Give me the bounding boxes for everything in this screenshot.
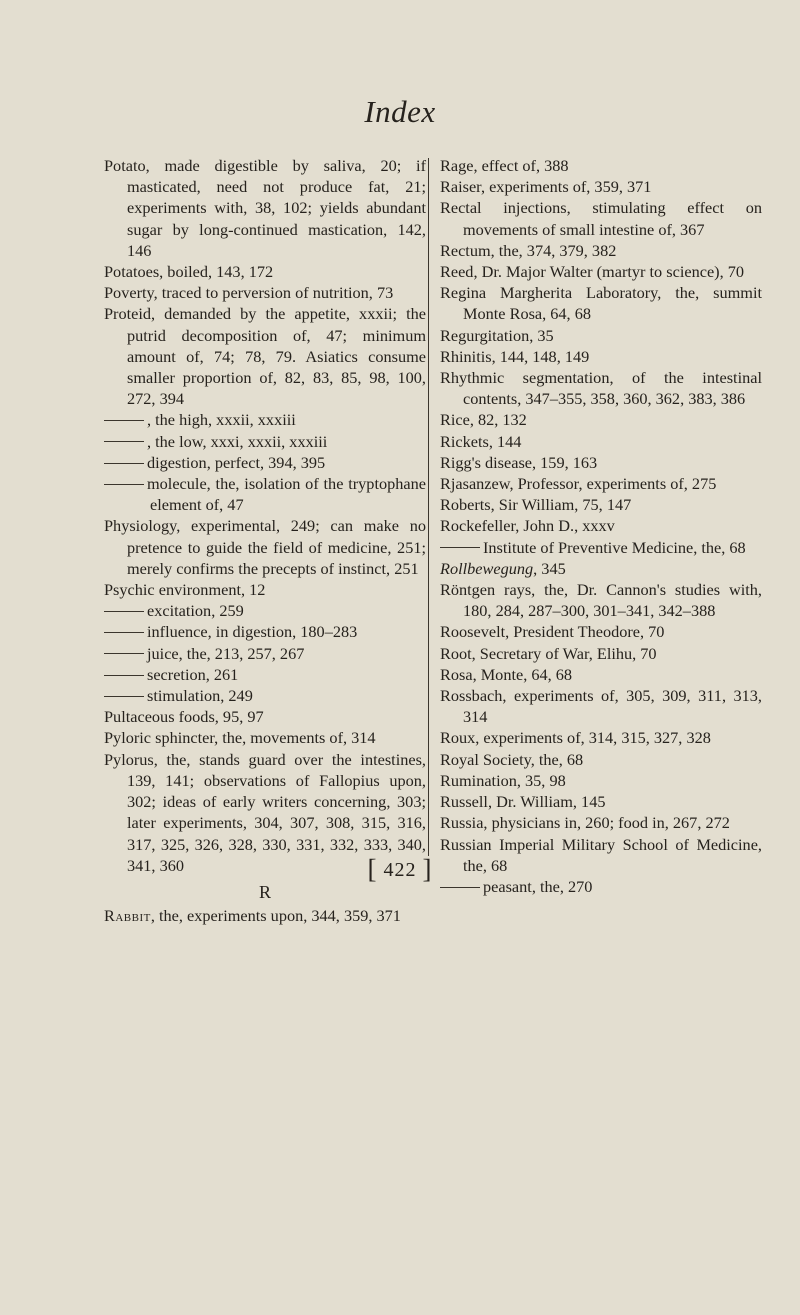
index-entry: Rossbach, experiments of, 305, 309, 311, 313, 314 [440, 686, 762, 727]
index-entry: Root, Secretary of War, Elihu, 70 [440, 643, 657, 663]
index-entry: Raiser, experiments of, 359, 371 [440, 177, 652, 197]
index-entry: Rjasanzew, Professor, experiments of, 275 [440, 474, 717, 494]
index-subentry: peasant, the, 270 [440, 876, 762, 897]
index-entry: Rhythmic segmentation, of the intestinal contents, 347–355, 358, 360, 362, 383, 386 [440, 368, 762, 409]
index-entry: Rollbewegung, 345 [440, 558, 566, 578]
index-entry: Pylorus, the, stands guard over the intestines, 139, 141; observations of Fallopius upon, 302; ideas of early writers concerning, 303; later experiments, 304, 307, 308, 315, 316, 317, 325, 326, 328, 330, 331, 332, 333, 340, 341, 360 [104, 749, 426, 875]
index-entry: Poverty, traced to perversion of nutrition, 73 [104, 283, 394, 303]
index-entry: Rosa, Monte, 64, 68 [440, 664, 573, 684]
index-subentry: juice, the, 213, 257, 267 [104, 643, 426, 664]
index-entry: Rage, effect of, 388 [440, 156, 569, 175]
index-entry: Royal Society, the, 68 [440, 749, 584, 769]
index-entry: Pyloric sphincter, the, movements of, 314 [104, 728, 376, 748]
repeat-dash [104, 696, 144, 697]
repeat-dash [104, 632, 144, 633]
index-entry: Pultaceous foods, 95, 97 [104, 707, 264, 727]
index-entry: Potatoes, boiled, 143, 172 [104, 262, 274, 282]
index-entry: Proteid, demanded by the appetite, xxxii; the putrid decomposition of, 47; minimum amount of, 74; 78, 79. Asiatics consume smaller proportion of, 82, 83, 85, 98, 100, 272, 394 [104, 304, 426, 409]
index-subentry: secretion, 261 [104, 664, 426, 685]
index-entry: Psychic environment, 12 [104, 580, 266, 600]
index-subentry: excitation, 259 [104, 600, 426, 621]
index-entry: Rectal injections, stimulating effect on movements of small intestine of, 367 [440, 198, 762, 239]
page-title: Index [364, 94, 436, 129]
repeat-dash [440, 547, 480, 548]
index-entry: Regurgitation, 35 [440, 325, 554, 345]
repeat-dash [104, 484, 144, 485]
index-subentry: , the low, xxxi, xxxii, xxxiii [104, 431, 426, 452]
index-entry: Russian Imperial Military School of Medicine, the, 68 [440, 834, 762, 875]
index-entry: Roosevelt, President Theodore, 70 [440, 622, 665, 642]
repeat-dash [104, 420, 144, 421]
index-entry: Physiology, experimental, 249; can make no pretence to guide the field of medicine, 251; merely confirms the precepts of instinct, 251 [104, 516, 426, 578]
index-subentry: stimulation, 249 [104, 685, 426, 706]
index-entry: Rockefeller, John D., xxxv [440, 516, 615, 536]
page-number: [ 422 ] [367, 854, 433, 884]
page-number-value: 422 [383, 859, 417, 881]
index-subentry: digestion, perfect, 394, 395 [104, 452, 426, 473]
index-entry: Roberts, Sir William, 75, 147 [440, 495, 632, 515]
index-entry: Rice, 82, 132 [440, 410, 527, 430]
index-entry: Rectum, the, 374, 379, 382 [440, 240, 617, 260]
repeat-dash [104, 611, 144, 612]
index-entry: Rhinitis, 144, 148, 149 [440, 346, 590, 366]
index-entry: Potato, made digestible by saliva, 20; if masticated, need not produce fat, 21; experiments with, 38, 102; yields abundant sugar by long-continued mastication, 142, 146 [104, 156, 426, 260]
index-subentry: Institute of Preventive Medicine, the, 68 [440, 537, 762, 558]
index-entry: Roux, experiments of, 314, 315, 327, 328 [440, 728, 711, 748]
index-entry: Russia, physicians in, 260; food in, 267, 272 [440, 813, 730, 833]
column-divider [428, 158, 429, 856]
index-entry: Rabbit, the, experiments upon, 344, 359, 371 [104, 906, 401, 926]
letter-heading: R [258, 881, 271, 902]
index-entry: Reed, Dr. Major Walter (martyr to science), 70 [440, 262, 745, 282]
index-subentry: , the high, xxxii, xxxiii [104, 409, 426, 430]
index-column-left [104, 155, 426, 926]
index-entry: Rickets, 144 [440, 431, 522, 451]
index-entry: Rumination, 35, 98 [440, 770, 566, 790]
repeat-dash [104, 441, 144, 442]
index-entry: Röntgen rays, the, Dr. Cannon's studies with, 180, 284, 287–300, 301–341, 342–388 [440, 580, 762, 621]
repeat-dash [104, 463, 144, 464]
repeat-dash [104, 653, 144, 654]
repeat-dash [104, 675, 144, 676]
index-subentry: influence, in digestion, 180–283 [104, 621, 426, 642]
index-column-right [440, 155, 762, 897]
index-entry: Regina Margherita Laboratory, the, summit Monte Rosa, 64, 68 [440, 283, 762, 324]
index-entry: Rigg's disease, 159, 163 [440, 452, 598, 472]
index-entry: Russell, Dr. William, 145 [440, 792, 606, 812]
repeat-dash [440, 887, 480, 888]
index-subentry: molecule, the, isolation of the tryptophane element of, 47 [104, 473, 426, 515]
